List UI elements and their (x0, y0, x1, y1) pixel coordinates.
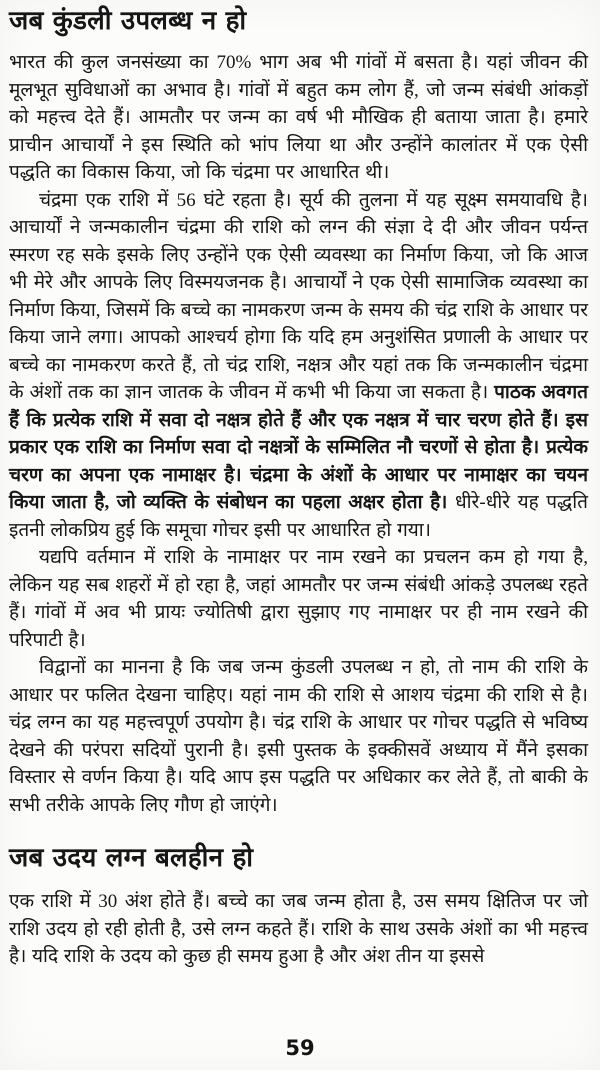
paragraph-text: चंद्रमा एक राशि में 56 घंटे रहता है। सूर्य की तुलना में यह सूक्ष्म समयावधि है। आचार्यों ने जन्मकालीन चंद्रमा की राशि को लग्न की संज्ञा दे दी और जीवन पर्यन्त स्मरण रह सके इसके लिए उन्होंने एक ऐसी व्यवस्था का निर्माण किया, जो कि आज भी मेरे और आपके लिए विस्मयजनक है। आचार्यों ने एक ऐसी सामाजिक व्यवस्था का निर्माण किया, जिसमें कि बच्चे का नामकरण जन्म के समय की चंद्र राशि के आधार पर किया जाने लगा। आपको आश्चर्य होगा कि यदि हम अनुशंसित प्रणाली के आधार पर बच्चे का नामकरण करते हैं, तो चंद्र राशि, नक्षत्र और यहां तक कि जन्मकालीन चंद्रमा के अंशों तक का ज्ञान जातक के जीवन में कभी भी किया जा सकता है। (9, 189, 588, 403)
paragraph: यद्यपि वर्तमान में राशि के नामाक्षर पर नाम रखने का प्रचलन कम हो गया है, लेकिन यह सब शहरों में हो रहा है, जहां आमतौर पर जन्म संबंधी आंकड़े उपलब्ध रहते हैं। गांवों में अव भी प्रायः ज्योतिषी द्वारा सुझाए गए नामाक्षर पर ही नाम रखने की परिपाटी है। (9, 547, 588, 651)
section-heading-kundli-unavailable: जब कुंडली उपलब्ध न हो (9, 6, 247, 36)
paragraph: विद्वानों का मानना है कि जब जन्म कुंडली उपलब्ध न हो, तो नाम की राशि के आधार पर फलित देखना चाहिए। यहां नाम की राशि से आशय चंद्रमा की राशि से है। चंद्र लग्न का यह महत्त्वपूर्ण उपयोग है। चंद्र राशि के आधार पर गोचर पद्धति से भविष्य देखने की परंपरा सदियों पुरानी है। इसी पुस्तक के इक्कीसवें अध्याय में मैंने इसका विस्तार से वर्णन किया है। यदि आप इस पद्धति पर अधिकार कर लेते हैं, तो बाकी के सभी तरीके आपके लिए गौण हो जाएंगे। (9, 657, 588, 816)
section-heading-udaya-lagna-weak: जब उदय लग्न बलहीन हो (9, 843, 254, 873)
paragraph-bold-text: पाठक अवगत हैं कि प्रत्येक राशि में सवा दो नक्षत्र होते हैं और एक नक्षत्र में चार चरण होते हैं। इस प्रकार एक राशि का निर्माण सवा दो नक्षत्रों के सम्मिलित नौ चरणों से होता है। प्रत्येक चरण का अपना एक नामाक्षर है। चंद्रमा के अंशों के आधार पर नामाक्षर का चयन किया जाता है, जो व्यक्ति के संबोधन का पहला अक्षर होता है। (9, 382, 589, 513)
paragraph: भारत की कुल जनसंख्या का 70% भाग अब भी गांवों में बसता है। यहां जीवन की मूलभूत सुविधाओं का अभाव है। गांवों में बहुत कम लोग हैं, जो जन्म संबंधी आंकड़ों को महत्त्व देते हैं। आमतौर पर जन्म का वर्ष भी मौखिक ही बताया जाता है। हमारे प्राचीन आचार्यों ने इस स्थिति को भांप लिया था और उन्होंने कालांतर में एक ऐसी पद्धति का विकास किया, जो कि चंद्रमा पर आधारित थी। (9, 52, 588, 183)
paragraph: एक राशि में 30 अंश होते हैं। बच्चे का जब जन्म होता है, उस समय क्षितिज पर जो राशि उदय हो रही होती है, उसे लग्न कहते हैं। राशि के साथ उसके अंशों का भी महत्त्व है। यदि राशि के उदय को कुछ ही समय हुआ है और अंश तीन या इससे (9, 891, 588, 967)
paragraph (9, 187, 588, 545)
paragraph-text: धीरे-धीरे यह पद्धति इतनी लोकप्रिय हुई कि समूचा गोचर इसी पर आधारित हो गया। (9, 492, 588, 541)
page-number: 59 (285, 1036, 315, 1060)
